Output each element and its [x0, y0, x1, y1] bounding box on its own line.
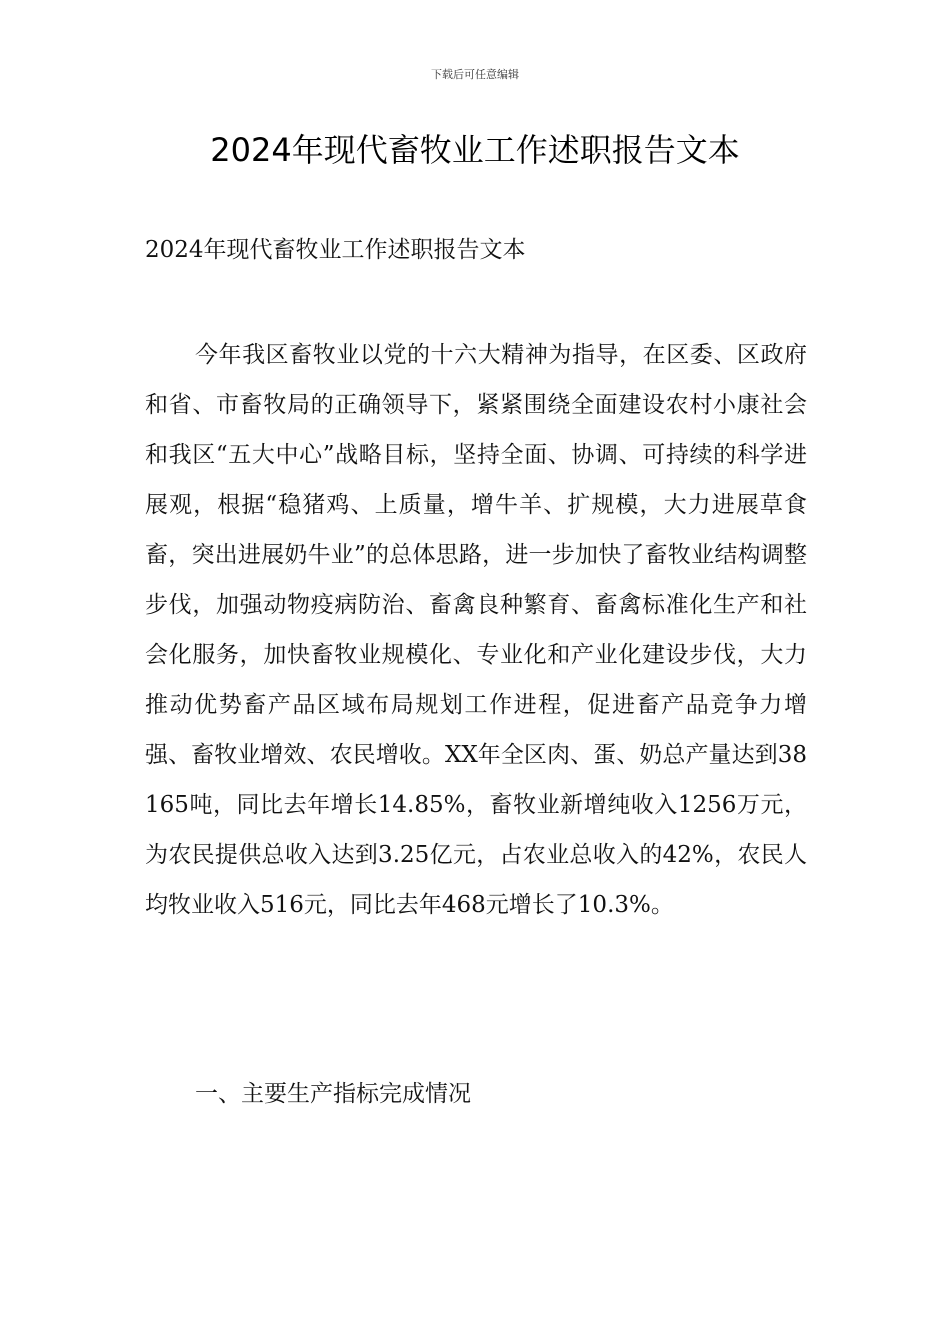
document-subtitle: 2024年现代畜牧业工作述职报告文本 — [145, 237, 526, 263]
body-paragraph: 今年我区畜牧业以党的十六大精神为指导，在区委、区政府和省、市畜牧局的正确领导下，紧紧围绕全面建设农村小康社会和我区“五大中心”战略目标，坚持全面、协调、可持续的科学进展观，根据“稳猪鸡、上质量，增牛羊、扩规模，大力进展草食畜，突出进展奶牛业”的总体思路，进一步加快了畜牧业结构调整步伐，加强动物疫病防治、畜禽良种繁育、畜禽标准化生产和社会化服务，加快畜牧业规模化、专业化和产业化建设步伐，大力推动优势畜产品区域布局规划工作进程，促进畜产品竞争力增强、畜牧业增效、农民增收。XX年全区肉、蛋、奶总产量达到38165吨，同比去年增长14.85%，畜牧业新增纯收入1256万元，为农民提供总收入达到3.25亿元，占农业总收入的42%，农民人均牧业收入516元，同比去年468元增长了10.3%。 — [145, 342, 807, 918]
document-title: 2024年现代畜牧业工作述职报告文本 — [210, 131, 740, 169]
section-heading: 一、主要生产指标完成情况 — [195, 1081, 471, 1107]
header-note: 下载后可任意编辑 — [431, 68, 519, 81]
